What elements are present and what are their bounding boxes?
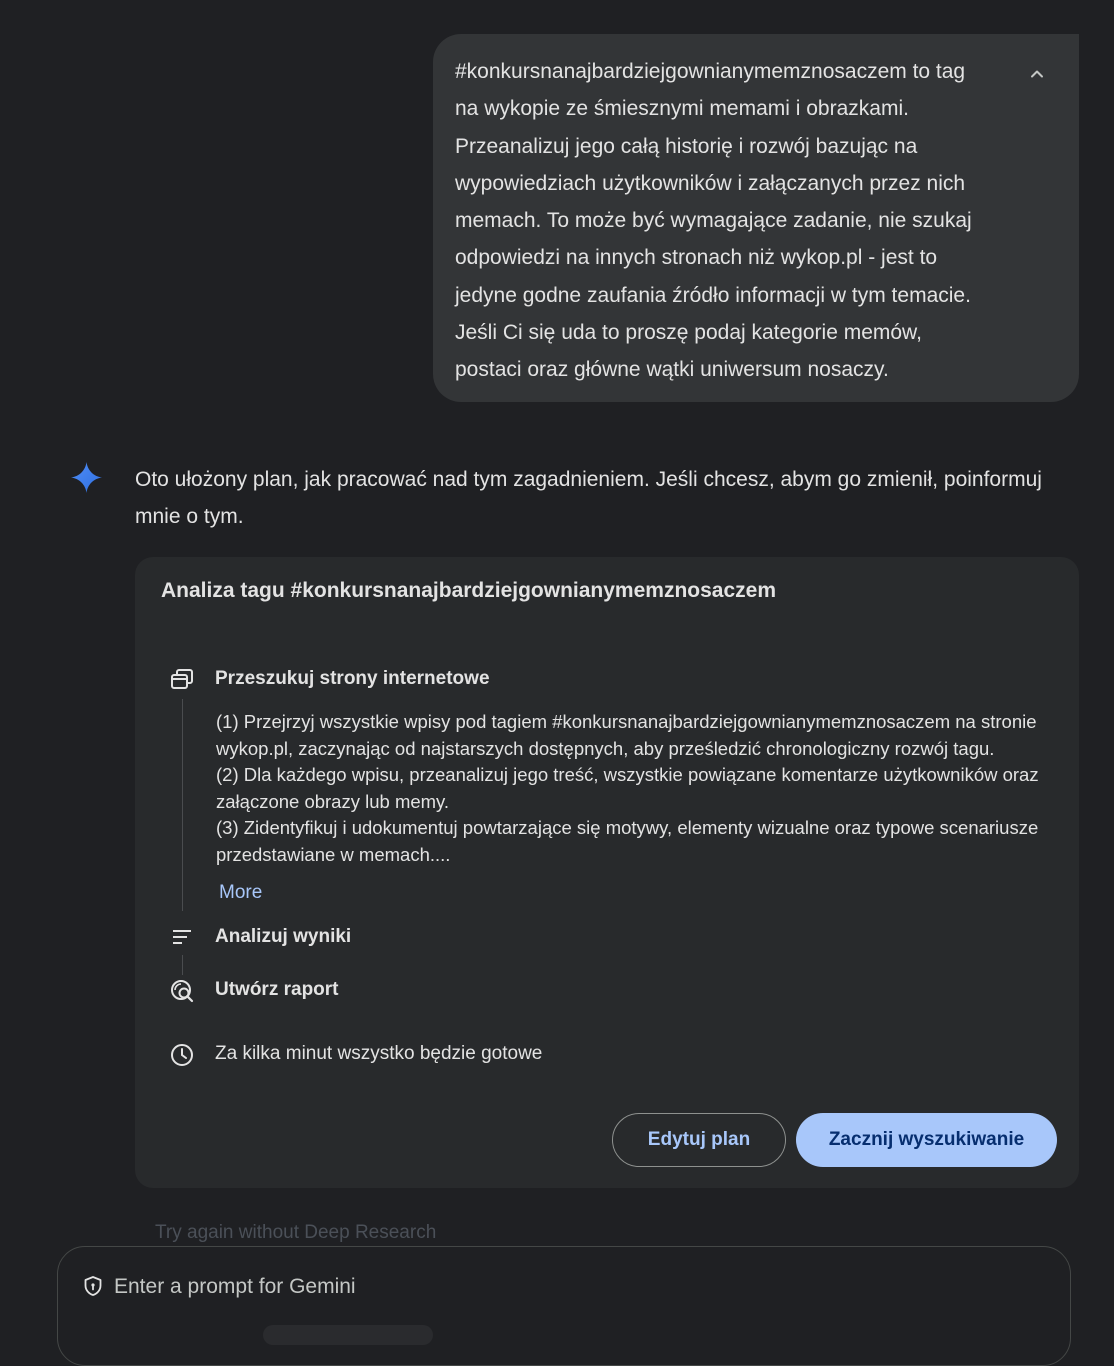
more-link[interactable]: More: [219, 882, 263, 903]
try-again-link[interactable]: Try again without Deep Research: [155, 1222, 437, 1243]
step-detail-item: (1) Przejrzyj wszystkie wpisy pod tagiem #konkursnanajbardziejgownianymemznosaczem na stronie wykop.pl, zaczynając od najstarszych dostępnych, aby prześledzić chronologiczny rozwój tagu.: [216, 711, 1037, 759]
prompt-box: [57, 1246, 1071, 1366]
response-text: Oto ułożony plan, jak pracować nad tym zagadnieniem. Jeśli chcesz, abym go zmienił, poinformuj mnie o tym.: [135, 468, 1042, 528]
step-detail-item: (3) Zidentyfikuj i udokumentuj powtarzające się motywy, elementy wizualne oraz typowe scenariusze przedstawiane w memach....: [216, 817, 1039, 865]
gemini-sparkle-icon: [70, 461, 103, 494]
research-plan-card: [135, 557, 1079, 1188]
timeline-line: [182, 955, 183, 975]
user-message-text: #konkursnanajbardziejgownianymemznosaczem to tag na wykopie ze śmiesznymi memami i obrazkami. Przeanalizuj jego całą historię i rozwój bazując na wypowiedziach użytkowników i załączanych przez nich memach. To może być wymagające zadanie, nie szukaj odpowiedzi na innych stronach niż wykop.pl - jest to jedyne godne zaufania źródło informacji w tym temacie. Jeśli Ci się uda to proszę podaj kategorie memów, postaci oraz główne wątki uniwersum nosaczy.: [455, 60, 972, 382]
plan-title: Analiza tagu #konkursnanajbardziejgownianymemznosaczem: [161, 579, 776, 602]
clock-icon: [169, 1042, 195, 1068]
step-label-report: Utwórz raport: [215, 979, 339, 1000]
step-detail-item: (2) Dla każdego wpisu, przeanalizuj jego treść, wszystkie powiązane komentarze użytkowników oraz załączone obrazy lub memy.: [216, 764, 1039, 812]
chevron-up-icon: [1029, 66, 1045, 82]
user-message-bubble: [433, 34, 1079, 402]
step-label-search: Przeszukuj strony internetowe: [215, 668, 490, 689]
timeline-line: [182, 699, 183, 911]
step-details: [216, 709, 1066, 869]
prompt-toolbar-chip[interactable]: [263, 1325, 433, 1345]
report-search-icon: [169, 978, 195, 1004]
start-research-button[interactable]: Zacznij wyszukiwanie: [796, 1113, 1057, 1167]
sort-lines-icon: [169, 924, 195, 950]
browser-window-icon: [169, 666, 195, 692]
collapse-button[interactable]: [1021, 58, 1053, 90]
eta-text: Za kilka minut wszystko będzie gotowe: [215, 1043, 543, 1064]
shield-icon: [82, 1275, 104, 1297]
prompt-input[interactable]: [112, 1269, 816, 1305]
edit-plan-button[interactable]: Edytuj plan: [612, 1113, 786, 1167]
step-label-analyze: Analizuj wyniki: [215, 926, 352, 947]
